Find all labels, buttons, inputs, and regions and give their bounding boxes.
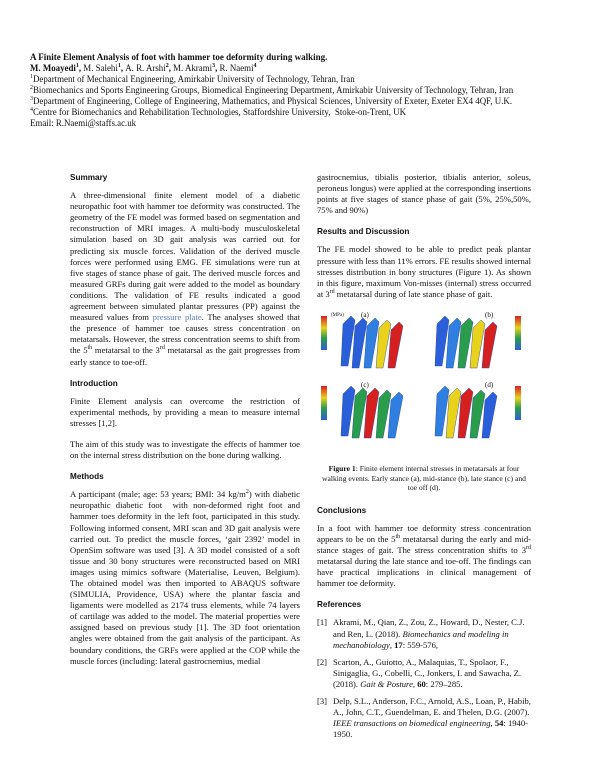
reference-item: [2] Scarton, A., Guiotto, A., Malaquias, T., Spolaor, F., Sinigaglia, G., Cobelli, C., Jonkers, I. and Sawacha, Z. (2018). Gait & Posture, 60: 279–285. bbox=[317, 656, 522, 689]
affiliation: $^2$Biomechanics and Sports Engineering Groups, Biomedical Engineering Department, Amirkabir University of Technology, Tehran, Iran bbox=[30, 85, 514, 95]
panel-label: (b) bbox=[485, 310, 494, 319]
methods-text: A participant (male; age: 53 years; BMI: 34 $kg/m^2$) with diabetic neuropathic diabetic foot with non-deformed right foot and hammer toes deformity in the left foot, participated in this study. Following informed consent, MRI scan and 3D gait analysis were carried out. To predict the muscle forces, ‘gait 2392’ model in OpenSim software was used [3]. A 3D model consisted of a soft tissue and 30 bony structures were reconstructed based on MRI images using mimics software (Materialise, Leuven, Belgium). The obtained model was then imported to ABAQUS software (SIMULIA, Providence, USA) where the plantar fascia and ligaments were modelled as 2174 truss elements, while 74 layers of cartilage was added to the model. The material properties were assigned based on previous study [1]. The 3D foot orientation angles were obtained from the gait analysis of the participant. As boundary conditions, the GRFs were applied at the COP while the muscle forces (including: lateral gastrocnemius, medial bbox=[70, 489, 300, 666]
stress-panel-c bbox=[321, 380, 413, 446]
panel-label: (a) bbox=[361, 310, 369, 319]
affiliation: $^4$Centre for Biomechanics and Rehabilitation Technologies, Staffordshire University, Stoke-on-Trent, UK bbox=[30, 107, 407, 117]
section-heading-conclusions: Conclusions bbox=[317, 505, 367, 515]
stress-panel-a bbox=[321, 310, 413, 376]
introduction-paragraph: The aim of this study was to investigate the effects of hammer toe on the internal stress distribution on the bone during walking. bbox=[70, 438, 300, 461]
results-text: The FE model showed to be able to predict peak plantar pressure with less than 11% errors. FE results showed internal stresses distribution in bony structures (Figure 1). As shown in this figure, maximum Von-misses (internal) stress occurred at 3rd metatarsal during of late stance phase of gait. bbox=[317, 244, 531, 299]
paper-title: A Finite Element Analysis of foot with hammer toe deformity during walking. bbox=[30, 52, 328, 62]
author: M. Salehi bbox=[83, 63, 118, 73]
panel-label: (c) bbox=[361, 380, 369, 389]
section-heading-methods: Methods bbox=[70, 472, 104, 482]
reference-item: [3] Delp, S.L., Anderson, F.C., Arnold, A.S., Loan, P., Habib, A., John, C.T., Guendelman, E. and Thelen, D.G. (2007). IEEE transactions on biomedical engineering, 54: 1940-1950. bbox=[317, 696, 531, 740]
metatarsal-stress-image bbox=[429, 310, 521, 376]
methods-text-continued: gastrocnemius, tibialis posterior, tibialis anterior, soleus, peroneus longus) were applied at the corresponding insertions points at five stages of stance phase of gait (5%, 25%,50%, 75% and 90%) bbox=[317, 172, 531, 216]
stress-panel-b bbox=[429, 310, 521, 376]
legend-unit: (MPa) bbox=[331, 312, 344, 318]
figure-caption: Figure 1: Finite element internal stresses in metatarsals at four walking events. Early stance (a), mid-stance (b), late stance (c) and toe off (d). bbox=[322, 463, 526, 493]
panel-label: (d) bbox=[485, 380, 494, 389]
reference-item: [1] Akrami, M., Qian, Z., Zou, Z., Howard, D., Nester, C.J. and Ren, L. (2018). Biomechanics and modeling in mechanobiology, 17: 559-576, bbox=[317, 617, 525, 650]
section-heading-summary: Summary bbox=[70, 173, 108, 182]
section-heading-introduction: Introduction bbox=[70, 378, 118, 388]
email-line: Email: R.Naemi@staffs.ac.uk bbox=[30, 118, 137, 128]
author: A. R. Arshi bbox=[125, 63, 166, 73]
author: M. Moayedi bbox=[30, 63, 76, 73]
metatarsal-stress-image bbox=[429, 380, 521, 446]
affiliation: $^3$Department of Engineering, College of Engineering, Mathematics, and Physical Sciences, University of Exeter, Exeter EX4 4QF, U.K. bbox=[30, 96, 513, 106]
affiliation: $^1$Department of Mechanical Engineering, Amirkabir University of Technology, Tehran, Iran bbox=[30, 74, 355, 84]
section-heading-references: References bbox=[317, 600, 362, 610]
introduction-paragraph: Finite Element analysis can overcome the restriction of experimental methods, by providing a mean to measure internal stresses [1,2]. bbox=[70, 395, 300, 428]
conclusions-text: In a foot with hammer toe deformity stress concentration appears to be on the 5th metatarsal during the early and mid-stance stages of gait. The stress concentration shifts to 3rd metatarsal during the late stance and toe-off. The findings can have practical implications in clinical management of hammer toe deformity. bbox=[317, 522, 532, 589]
figure-1 bbox=[317, 310, 531, 460]
stress-panel-d bbox=[429, 380, 521, 446]
left-column bbox=[70, 172, 300, 677]
paper-header bbox=[30, 52, 570, 129]
reference-list bbox=[317, 617, 531, 740]
section-heading-results: Results and Discussion bbox=[317, 227, 410, 237]
right-column bbox=[317, 172, 531, 746]
author: R. Naemi bbox=[219, 63, 254, 73]
author: M. Akrami bbox=[173, 63, 213, 73]
author-list: M. Moayedi$^1$, M. Salehi$^1$, A. R. Arshi$^2$, M. Akrami$^3$, R. Naemi$^4$ bbox=[30, 63, 257, 73]
summary-text: A three-dimensional finite element model of a diabetic neuropathic foot with hammer toe deformity was constructed. The geometry of the FE model was formed based on segmentation and reconstruction of MRI images. A multi-body musculoskeletal simulation based on 3D gait analysis was carried out for predicting six muscle forces. Validation of the derived muscle forces were performed using EMG. FE simulations were run at five stages of stance phase of gait. The derived muscle forces and measured GRFs during gait were added to the model as boundary conditions. The validation of FE results indicated a good agreement between simulated plantar pressures (PP) against the measured values from pressure plate. The analyses showed that the presence of hammer toe causes stress concentration on metatarsals. However, the stress concentration seems to shift from the 5th metatarsal to the 3rd metatarsal as the gait progresses from early stance to toe-off. bbox=[70, 190, 301, 367]
